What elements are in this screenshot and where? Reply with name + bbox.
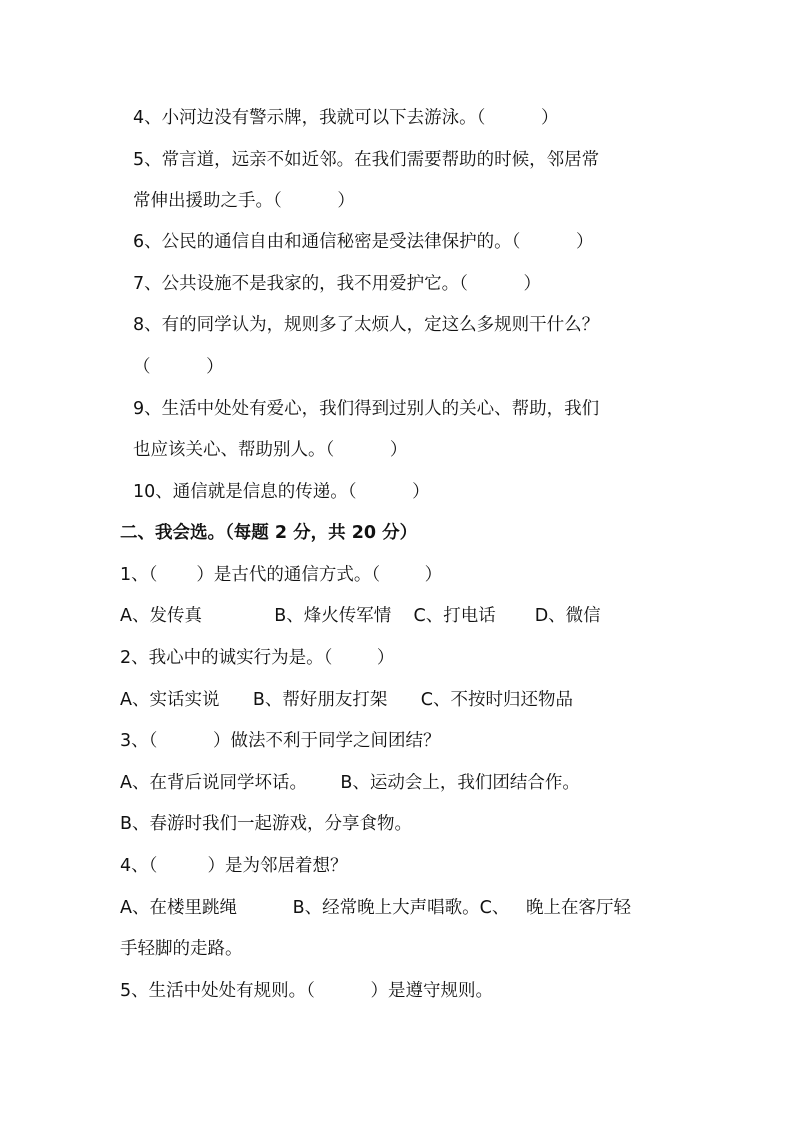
choice-q3-option-c: B、春游时我们一起游戏，分享食物。 <box>120 814 413 834</box>
choice-q3-option-a-b: A、在背后说同学坏话。 B、运动会上，我们团结合作。 <box>120 773 580 793</box>
judge-item-4: 4、小河边没有警示牌，我就可以下去游泳。（ ） <box>133 108 559 128</box>
judge-item-6: 6、公民的通信自由和通信秘密是受法律保护的。（ ） <box>133 232 594 252</box>
choice-q2-options: A、实话实说 B、帮好朋友打架 C、不按时归还物品 <box>120 690 573 710</box>
choice-q4: 4、（ ）是为邻居着想？ <box>120 856 348 876</box>
judge-item-5: 5、常言道，远亲不如近邻。在我们需要帮助的时候，邻居常 <box>133 150 600 170</box>
judge-item-10: 10、通信就是信息的传递。（ ） <box>133 482 430 502</box>
section2-title: 二、我会选。（每题 2 分，共 20 分） <box>120 523 418 543</box>
judge-item-7: 7、公共设施不是我家的，我不用爱护它。（ ） <box>133 274 542 294</box>
choice-q4-options: A、在楼里跳绳 B、经常晚上大声唱歌。C、 晚上在客厅轻 <box>120 898 632 918</box>
judge-item-8-cont: （ ） <box>133 357 224 377</box>
choice-q5: 5、生活中处处有规则。（ ）是遵守规则。 <box>120 981 494 1001</box>
choice-q1: 1、（ ）是古代的通信方式。（ ） <box>120 565 443 585</box>
judge-item-8: 8、有的同学认为，规则多了太烦人，定这么多规则干什么？ <box>133 315 600 335</box>
choice-q2: 2、我心中的诚实行为是。（ ） <box>120 648 395 668</box>
choice-q4-options-cont: 手轻脚的走路。 <box>120 939 243 959</box>
judge-item-9: 9、生活中处处有爱心，我们得到过别人的关心、帮助，我们 <box>133 399 600 419</box>
judge-item-5-cont: 常伸出援助之手。（ ） <box>133 191 355 211</box>
judge-item-9-cont: 也应该关心、帮助别人。（ ） <box>133 440 408 460</box>
choice-q1-options: A、发传真 B、烽火传军情 C、打电话 D、微信 <box>120 606 601 626</box>
choice-q3: 3、（ ）做法不利于同学之间团结？ <box>120 731 441 751</box>
